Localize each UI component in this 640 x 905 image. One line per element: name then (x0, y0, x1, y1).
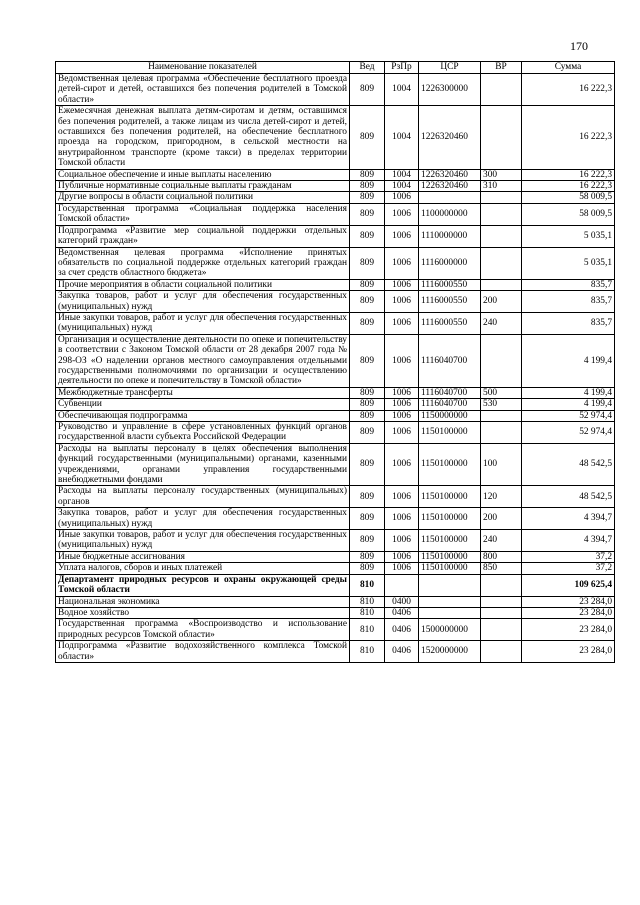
row-vr-cell: 200 (481, 508, 522, 530)
row-ved-cell: 809 (350, 225, 385, 247)
row-ved-cell: 809 (350, 443, 385, 486)
row-rzpr-cell: 1006 (385, 443, 419, 486)
row-vr-cell (481, 74, 522, 106)
row-vr-cell: 850 (481, 563, 522, 574)
row-csr-cell: 1116000000 (419, 247, 481, 279)
row-sum-cell: 4 199,4 (522, 334, 615, 387)
row-rzpr-cell: 1006 (385, 563, 419, 574)
row-sum-cell: 16 222,3 (522, 169, 615, 180)
row-csr-cell: 1226300000 (419, 74, 481, 106)
row-vr-cell: 200 (481, 291, 522, 313)
row-csr-cell: 1116000550 (419, 312, 481, 334)
row-rzpr-cell: 0406 (385, 641, 419, 663)
row-vr-cell (481, 574, 522, 596)
row-rzpr-cell: 1006 (385, 247, 419, 279)
row-rzpr-cell (385, 574, 419, 596)
row-vr-cell: 500 (481, 387, 522, 398)
row-name-cell: Подпрограмма «Развитие водохозяйственного комплекса Томской области» (56, 641, 350, 663)
header-rzpr: РзПр (385, 62, 419, 74)
row-csr-cell: 1150100000 (419, 508, 481, 530)
row-csr-cell (419, 574, 481, 596)
row-sum-cell: 4 394,7 (522, 508, 615, 530)
row-rzpr-cell: 0406 (385, 607, 419, 618)
row-sum-cell: 23 284,0 (522, 641, 615, 663)
row-name-cell: Государственная программа «Социальная поддержка населения Томской области» (56, 203, 350, 225)
row-sum-cell: 4 394,7 (522, 530, 615, 552)
row-rzpr-cell: 1004 (385, 169, 419, 180)
row-rzpr-cell: 1006 (385, 312, 419, 334)
row-vr-cell (481, 203, 522, 225)
row-name-cell: Расходы на выплаты персоналу в целях обеспечения выполнения функций государственными (муниципальными) органами, казенными учреждениями, органами управления государственными внебюджетными фондами (56, 443, 350, 486)
row-name-cell: Прочие мероприятия в области социальной политики (56, 279, 350, 290)
header-sum: Сумма (522, 62, 615, 74)
table-header-row (56, 62, 615, 74)
row-csr-cell: 1500000000 (419, 619, 481, 641)
row-ved-cell: 810 (350, 607, 385, 618)
row-vr-cell (481, 334, 522, 387)
table-row (56, 443, 615, 486)
row-vr-cell (481, 641, 522, 663)
table-row (56, 106, 615, 169)
row-csr-cell: 1150100000 (419, 530, 481, 552)
row-rzpr-cell: 1006 (385, 334, 419, 387)
row-rzpr-cell: 1006 (385, 387, 419, 398)
row-sum-cell: 52 974,4 (522, 422, 615, 444)
row-rzpr-cell: 1006 (385, 422, 419, 444)
row-csr-cell: 1226320460 (419, 181, 481, 192)
row-sum-cell: 37,2 (522, 563, 615, 574)
table-row (56, 574, 615, 596)
table-row (56, 387, 615, 398)
table-row (56, 247, 615, 279)
row-sum-cell: 58 009,5 (522, 192, 615, 203)
row-csr-cell: 1100000000 (419, 203, 481, 225)
row-csr-cell: 1110000000 (419, 225, 481, 247)
page-number: 170 (570, 39, 588, 53)
row-ved-cell: 809 (350, 508, 385, 530)
row-name-cell: Ежемесячная денежная выплата детям-сиротам и детям, оставшимся без попечения родителей, а также лицам из числа детей-сирот и детей, оставшихся без попечения родителей, на обеспечение бесплатного проезда на городском, пригородном, в сельской местности на внутрирайонном транспорте (кроме такси) в пределах территории Томской области (56, 106, 350, 169)
table-row (56, 530, 615, 552)
row-name-cell: Расходы на выплаты персоналу государственных (муниципальных) органов (56, 486, 350, 508)
row-csr-cell: 1226320460 (419, 169, 481, 180)
row-name-cell: Закупка товаров, работ и услуг для обеспечения государственных (муниципальных) нужд (56, 508, 350, 530)
row-ved-cell: 809 (350, 312, 385, 334)
row-ved-cell: 809 (350, 169, 385, 180)
row-sum-cell: 4 199,4 (522, 399, 615, 410)
row-csr-cell: 1150100000 (419, 443, 481, 486)
row-ved-cell: 809 (350, 422, 385, 444)
row-vr-cell (481, 225, 522, 247)
table-row (56, 551, 615, 562)
table-row (56, 169, 615, 180)
row-sum-cell: 16 222,3 (522, 74, 615, 106)
row-name-cell: Социальное обеспечение и иные выплаты населению (56, 169, 350, 180)
row-csr-cell: 1116000550 (419, 279, 481, 290)
row-ved-cell: 809 (350, 530, 385, 552)
row-rzpr-cell: 1006 (385, 279, 419, 290)
row-sum-cell: 52 974,4 (522, 410, 615, 421)
row-sum-cell: 48 542,5 (522, 443, 615, 486)
row-name-cell: Ведомственная целевая программа «Обеспечение бесплатного проезда детей-сирот и детей, оставшихся без попечения родителей в Томской области» (56, 74, 350, 106)
row-rzpr-cell: 1006 (385, 530, 419, 552)
row-rzpr-cell: 1006 (385, 399, 419, 410)
row-vr-cell: 240 (481, 530, 522, 552)
row-ved-cell: 809 (350, 387, 385, 398)
table-row (56, 596, 615, 607)
row-sum-cell: 835,7 (522, 291, 615, 313)
row-csr-cell: 1150100000 (419, 563, 481, 574)
row-name-cell: Уплата налогов, сборов и иных платежей (56, 563, 350, 574)
row-sum-cell: 23 284,0 (522, 596, 615, 607)
row-rzpr-cell: 1006 (385, 192, 419, 203)
table-row (56, 312, 615, 334)
row-vr-cell: 530 (481, 399, 522, 410)
row-ved-cell: 809 (350, 247, 385, 279)
table-row (56, 399, 615, 410)
row-rzpr-cell: 1006 (385, 203, 419, 225)
table-row (56, 641, 615, 663)
row-name-cell: Межбюджетные трансферты (56, 387, 350, 398)
row-name-cell: Подпрограмма «Развитие мер социальной поддержки отдельных категорий граждан» (56, 225, 350, 247)
row-name-cell: Другие вопросы в области социальной политики (56, 192, 350, 203)
row-sum-cell: 835,7 (522, 312, 615, 334)
row-rzpr-cell: 1006 (385, 410, 419, 421)
row-rzpr-cell: 1004 (385, 74, 419, 106)
row-csr-cell: 1150100000 (419, 551, 481, 562)
row-rzpr-cell: 0400 (385, 596, 419, 607)
row-ved-cell: 809 (350, 551, 385, 562)
row-vr-cell: 300 (481, 169, 522, 180)
row-csr-cell: 1226320460 (419, 106, 481, 169)
row-rzpr-cell: 1006 (385, 225, 419, 247)
row-name-cell: Руководство и управление в сфере установленных функций органов государственной власти субъекта Российской Федерации (56, 422, 350, 444)
row-name-cell: Иные закупки товаров, работ и услуг для обеспечения государственных (муниципальных) нужд (56, 530, 350, 552)
row-csr-cell: 1116040700 (419, 387, 481, 398)
row-ved-cell: 809 (350, 563, 385, 574)
row-csr-cell: 1116000550 (419, 291, 481, 313)
table-row (56, 291, 615, 313)
table-row (56, 607, 615, 618)
row-sum-cell: 23 284,0 (522, 607, 615, 618)
row-rzpr-cell: 1004 (385, 181, 419, 192)
row-name-cell: Субвенции (56, 399, 350, 410)
row-sum-cell: 835,7 (522, 279, 615, 290)
row-csr-cell: 1150100000 (419, 422, 481, 444)
row-ved-cell: 809 (350, 291, 385, 313)
row-name-cell: Публичные нормативные социальные выплаты гражданам (56, 181, 350, 192)
header-ved: Вед (350, 62, 385, 74)
table-row (56, 74, 615, 106)
row-name-cell: Национальная экономика (56, 596, 350, 607)
header-csr: ЦСР (419, 62, 481, 74)
table-row (56, 203, 615, 225)
row-sum-cell: 58 009,5 (522, 203, 615, 225)
row-name-cell: Водное хозяйство (56, 607, 350, 618)
row-csr-cell (419, 596, 481, 607)
row-name-cell: Департамент природных ресурсов и охраны окружающей среды Томской области (56, 574, 350, 596)
table-row (56, 619, 615, 641)
row-ved-cell: 809 (350, 192, 385, 203)
row-csr-cell (419, 607, 481, 618)
row-sum-cell: 109 625,4 (522, 574, 615, 596)
row-name-cell: Ведомственная целевая программа «Исполнение принятых обязательств по социальной поддержке отдельных категорий граждан за счет средств областного бюджета» (56, 247, 350, 279)
row-csr-cell: 1116040700 (419, 334, 481, 387)
row-vr-cell (481, 106, 522, 169)
row-csr-cell (419, 192, 481, 203)
header-name: Наименование показателей (56, 62, 350, 74)
row-csr-cell: 1150000000 (419, 410, 481, 421)
row-vr-cell: 100 (481, 443, 522, 486)
row-vr-cell (481, 422, 522, 444)
row-sum-cell: 23 284,0 (522, 619, 615, 641)
row-vr-cell (481, 192, 522, 203)
row-sum-cell: 37,2 (522, 551, 615, 562)
row-name-cell: Закупка товаров, работ и услуг для обеспечения государственных (муниципальных) нужд (56, 291, 350, 313)
table-row (56, 410, 615, 421)
table-row (56, 225, 615, 247)
row-ved-cell: 809 (350, 106, 385, 169)
table-row (56, 563, 615, 574)
row-vr-cell: 120 (481, 486, 522, 508)
table-row (56, 334, 615, 387)
budget-table (55, 61, 615, 663)
row-sum-cell: 4 199,4 (522, 387, 615, 398)
row-rzpr-cell: 1006 (385, 291, 419, 313)
table-row (56, 422, 615, 444)
header-vr: ВР (481, 62, 522, 74)
table-row (56, 192, 615, 203)
row-sum-cell: 16 222,3 (522, 106, 615, 169)
row-ved-cell: 809 (350, 410, 385, 421)
row-sum-cell: 16 222,3 (522, 181, 615, 192)
row-ved-cell: 809 (350, 334, 385, 387)
row-ved-cell: 809 (350, 203, 385, 225)
row-vr-cell (481, 619, 522, 641)
row-name-cell: Обеспечивающая подпрограмма (56, 410, 350, 421)
row-vr-cell (481, 596, 522, 607)
table-row (56, 181, 615, 192)
row-vr-cell: 310 (481, 181, 522, 192)
row-sum-cell: 5 035,1 (522, 247, 615, 279)
table-body (56, 74, 615, 663)
row-name-cell: Государственная программа «Воспроизводство и использование природных ресурсов Томской области» (56, 619, 350, 641)
row-vr-cell (481, 607, 522, 618)
row-ved-cell: 810 (350, 574, 385, 596)
row-ved-cell: 809 (350, 181, 385, 192)
row-name-cell: Организация и осуществление деятельности по опеке и попечительству в соответствии с Законом Томской области от 28 декабря 2007 года № 298-ОЗ «О наделении органов местного самоуправления отдельными государственными полномочиями по организации и осуществлению деятельности по опеке и попечительству в Томской области» (56, 334, 350, 387)
row-rzpr-cell: 1006 (385, 551, 419, 562)
row-vr-cell (481, 279, 522, 290)
row-sum-cell: 5 035,1 (522, 225, 615, 247)
row-vr-cell (481, 410, 522, 421)
row-ved-cell: 810 (350, 619, 385, 641)
table-row (56, 508, 615, 530)
row-ved-cell: 809 (350, 74, 385, 106)
row-rzpr-cell: 0406 (385, 619, 419, 641)
row-csr-cell: 1520000000 (419, 641, 481, 663)
row-csr-cell: 1116040700 (419, 399, 481, 410)
row-name-cell: Иные закупки товаров, работ и услуг для обеспечения государственных (муниципальных) нужд (56, 312, 350, 334)
row-sum-cell: 48 542,5 (522, 486, 615, 508)
table-row (56, 486, 615, 508)
row-rzpr-cell: 1006 (385, 508, 419, 530)
row-name-cell: Иные бюджетные ассигнования (56, 551, 350, 562)
row-rzpr-cell: 1004 (385, 106, 419, 169)
row-rzpr-cell: 1006 (385, 486, 419, 508)
row-ved-cell: 809 (350, 486, 385, 508)
row-ved-cell: 809 (350, 399, 385, 410)
row-vr-cell: 800 (481, 551, 522, 562)
row-ved-cell: 810 (350, 641, 385, 663)
row-vr-cell: 240 (481, 312, 522, 334)
row-csr-cell: 1150100000 (419, 486, 481, 508)
row-ved-cell: 810 (350, 596, 385, 607)
table-row (56, 279, 615, 290)
row-ved-cell: 809 (350, 279, 385, 290)
row-vr-cell (481, 247, 522, 279)
